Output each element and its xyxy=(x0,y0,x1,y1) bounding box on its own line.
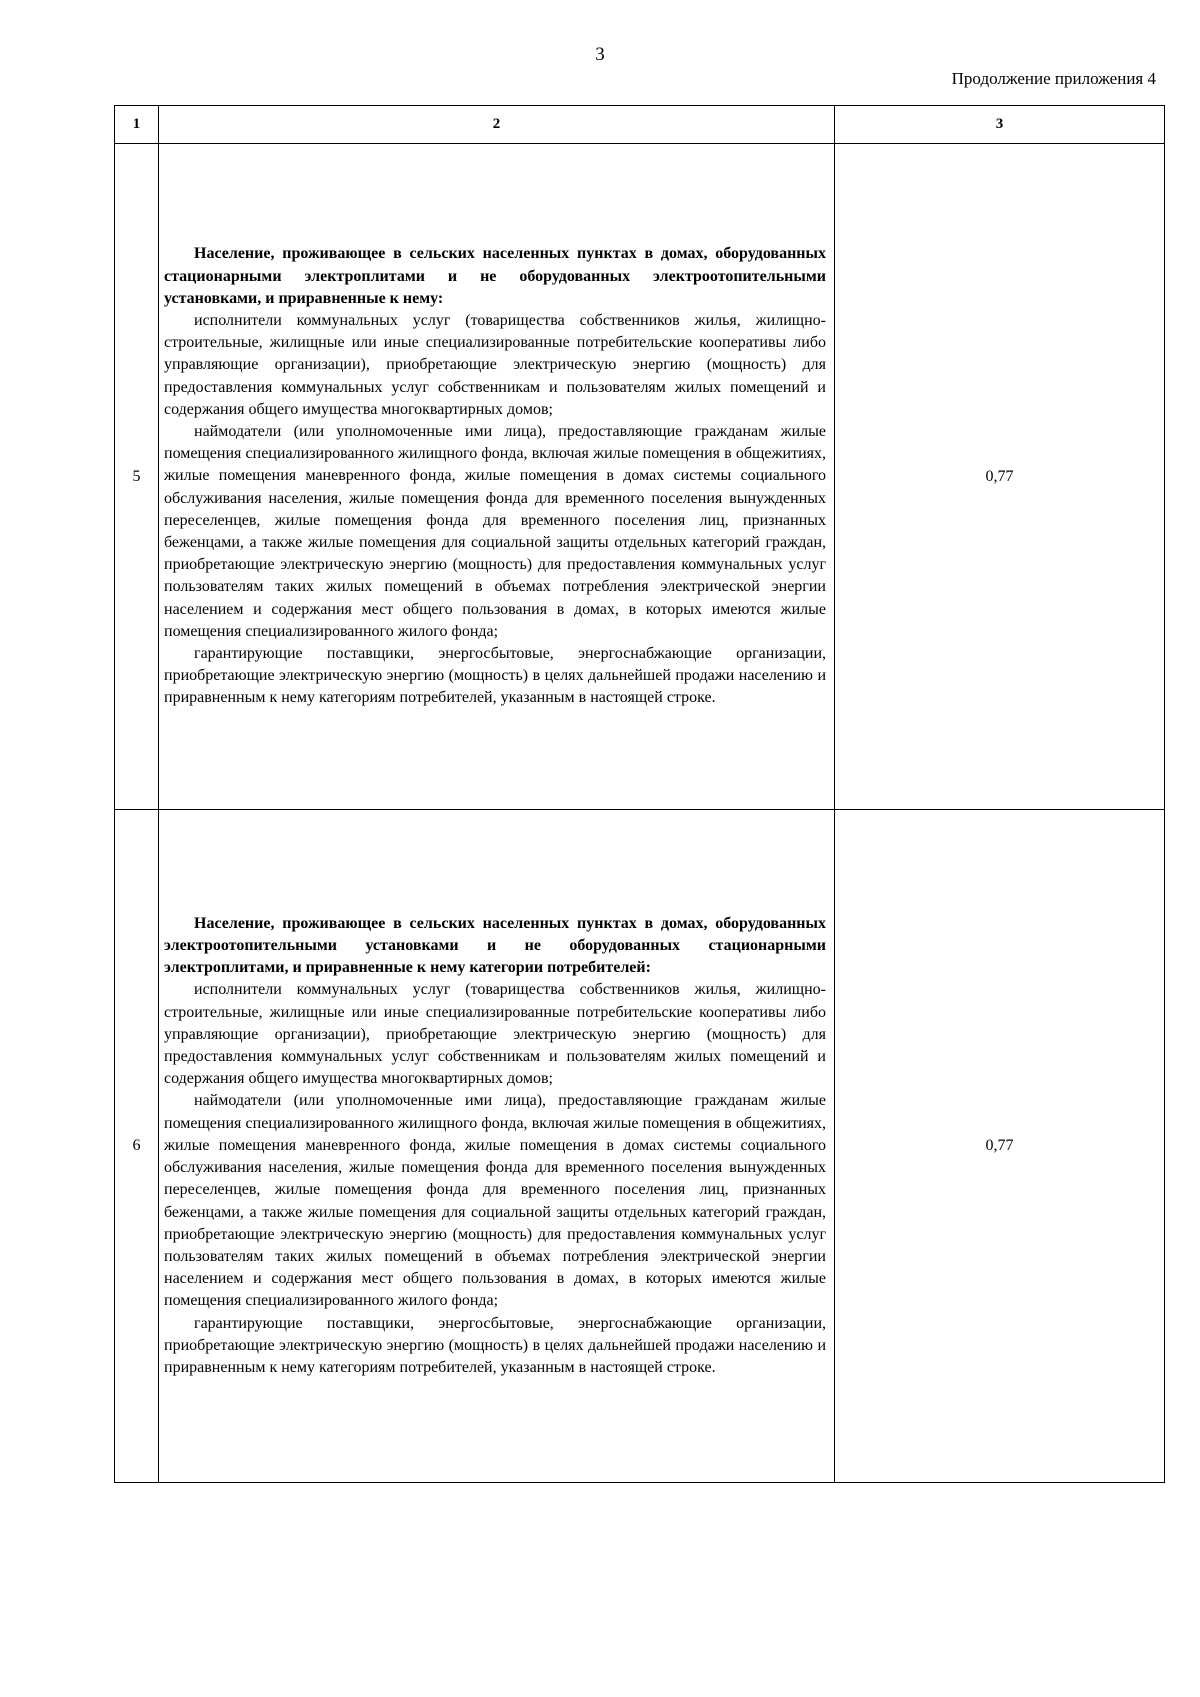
row-description xyxy=(159,810,835,1483)
table-header-row xyxy=(115,106,1165,144)
row-heading: Население, проживающее в сельских населенных пунктах в домах, оборудованных электроотопительными установками и не оборудованных стационарными электроплитами, и приравненные к нему категории потребителей: xyxy=(164,914,826,977)
column-header-2: 2 xyxy=(159,106,835,144)
row-paragraph: наймодатели (или уполномоченные ими лица), предоставляющие гражданам жилые помещения специализированного жилищного фонда, включая жилые помещения в общежитиях, жилые помещения маневренного фонда, жилые помещения в домах системы социального обслуживания населения, жилые помещения фонда для временного поселения вынужденных переселенцев, жилые помещения фонда для временного поселения лиц, признанных беженцами, а также жилые помещения для социальной защиты отдельных категорий граждан, приобретающие электрическую энергию (мощность) для предоставления коммунальных услуг пользователям таких жилых помещений в объемах потребления электрической энергии населением и содержания мест общего пользования в домах, в которых имеются жилые помещения специализированного жилого фонда; xyxy=(164,422,826,640)
row-description xyxy=(159,144,835,810)
row-paragraph: исполнители коммунальных услуг (товарищества собственников жилья, жилищно-строительные, жилищные или иные специализированные потребительские кооперативы либо управляющие организации), приобретающие электрическую энергию (мощность) для предоставления коммунальных услуг собственникам и пользователям жилых помещений и содержания общего имущества многоквартирных домов; xyxy=(164,311,826,418)
row-paragraph: гарантирующие поставщики, энергосбытовые, энергоснабжающие организации, приобретающие электрическую энергию (мощность) в целях дальнейшей продажи населению и приравненным к нему категориям потребителей, указанным в настоящей строке. xyxy=(164,645,826,707)
column-header-3: 3 xyxy=(835,106,1165,144)
row-paragraph: наймодатели (или уполномоченные ими лица), предоставляющие гражданам жилые помещения специализированного жилищного фонда, включая жилые помещения в общежитиях, жилые помещения маневренного фонда, жилые помещения в домах системы социального обслуживания населения, жилые помещения фонда для временного поселения вынужденных переселенцев, жилые помещения фонда для временного поселения лиц, признанных беженцами, а также жилые помещения для социальной защиты отдельных категорий граждан, приобретающие электрическую энергию (мощность) для предоставления коммунальных услуг пользователям таких жилых помещений в объемах потребления электрической энергии населением и содержания мест общего пользования в домах, в которых имеются жилые помещения специализированного жилого фонда; xyxy=(164,1092,826,1310)
row-number: 5 xyxy=(115,144,159,810)
row-number: 6 xyxy=(115,810,159,1483)
row-paragraph: исполнители коммунальных услуг (товарищества собственников жилья, жилищно-строительные, жилищные или иные специализированные потребительские кооперативы либо управляющие организации), приобретающие электрическую энергию (мощность) для предоставления коммунальных услуг собственникам и пользователям жилых помещений и содержания общего имущества многоквартирных домов; xyxy=(164,981,826,1088)
table-row xyxy=(115,810,1165,1483)
row-heading: Население, проживающее в сельских населенных пунктах в домах, оборудованных стационарными электроплитами и не оборудованных электроотопительными установками, и приравненные к нему: xyxy=(164,245,826,307)
column-header-1: 1 xyxy=(115,106,159,144)
row-value: 0,77 xyxy=(835,810,1165,1483)
row-paragraph: гарантирующие поставщики, энергосбытовые, энергоснабжающие организации, приобретающие электрическую энергию (мощность) в целях дальнейшей продажи населению и приравненным к нему категориям потребителей, указанным в настоящей строке. xyxy=(164,1314,826,1376)
page-number: 3 xyxy=(595,44,605,65)
tariff-table xyxy=(114,105,1165,1483)
row-value: 0,77 xyxy=(835,144,1165,810)
appendix-continuation-note: Продолжение приложения 4 xyxy=(951,69,1156,88)
table-row xyxy=(115,144,1165,810)
